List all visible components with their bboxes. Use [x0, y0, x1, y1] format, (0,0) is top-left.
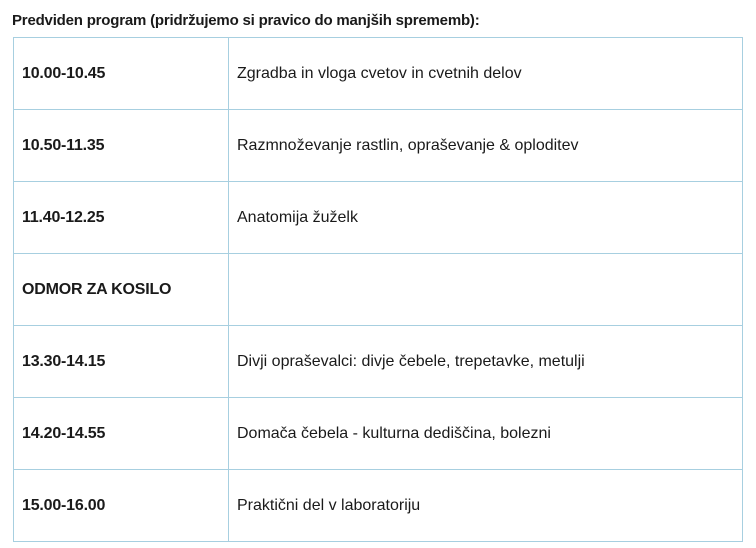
- table-row: [14, 38, 743, 110]
- topic-cell: Zgradba in vloga cvetov in cvetnih delov: [229, 38, 743, 110]
- time-cell: 11.40-12.25: [14, 182, 229, 254]
- table-row: [14, 326, 743, 398]
- topic-cell: Domača čebela - kulturna dediščina, bolezni: [229, 398, 743, 470]
- time-cell: ODMOR ZA KOSILO: [14, 254, 229, 326]
- page-title: Predviden program (pridržujemo si pravico do manjših sprememb):: [12, 12, 480, 29]
- topic-cell: Praktični del v laboratoriju: [229, 470, 743, 542]
- program-table: [13, 37, 743, 542]
- table-row: [14, 182, 743, 254]
- time-cell: 10.50-11.35: [14, 110, 229, 182]
- time-cell: 15.00-16.00: [14, 470, 229, 542]
- topic-cell: [229, 254, 743, 326]
- table-row: [14, 110, 743, 182]
- topic-cell: Razmnoževanje rastlin, opraševanje & oploditev: [229, 110, 743, 182]
- table-row: [14, 398, 743, 470]
- topic-cell: Divji opraševalci: divje čebele, trepetavke, metulji: [229, 326, 743, 398]
- topic-cell: Anatomija žuželk: [229, 182, 743, 254]
- table-row: [14, 254, 743, 326]
- time-cell: 10.00-10.45: [14, 38, 229, 110]
- time-cell: 14.20-14.55: [14, 398, 229, 470]
- table-row: [14, 470, 743, 542]
- time-cell: 13.30-14.15: [14, 326, 229, 398]
